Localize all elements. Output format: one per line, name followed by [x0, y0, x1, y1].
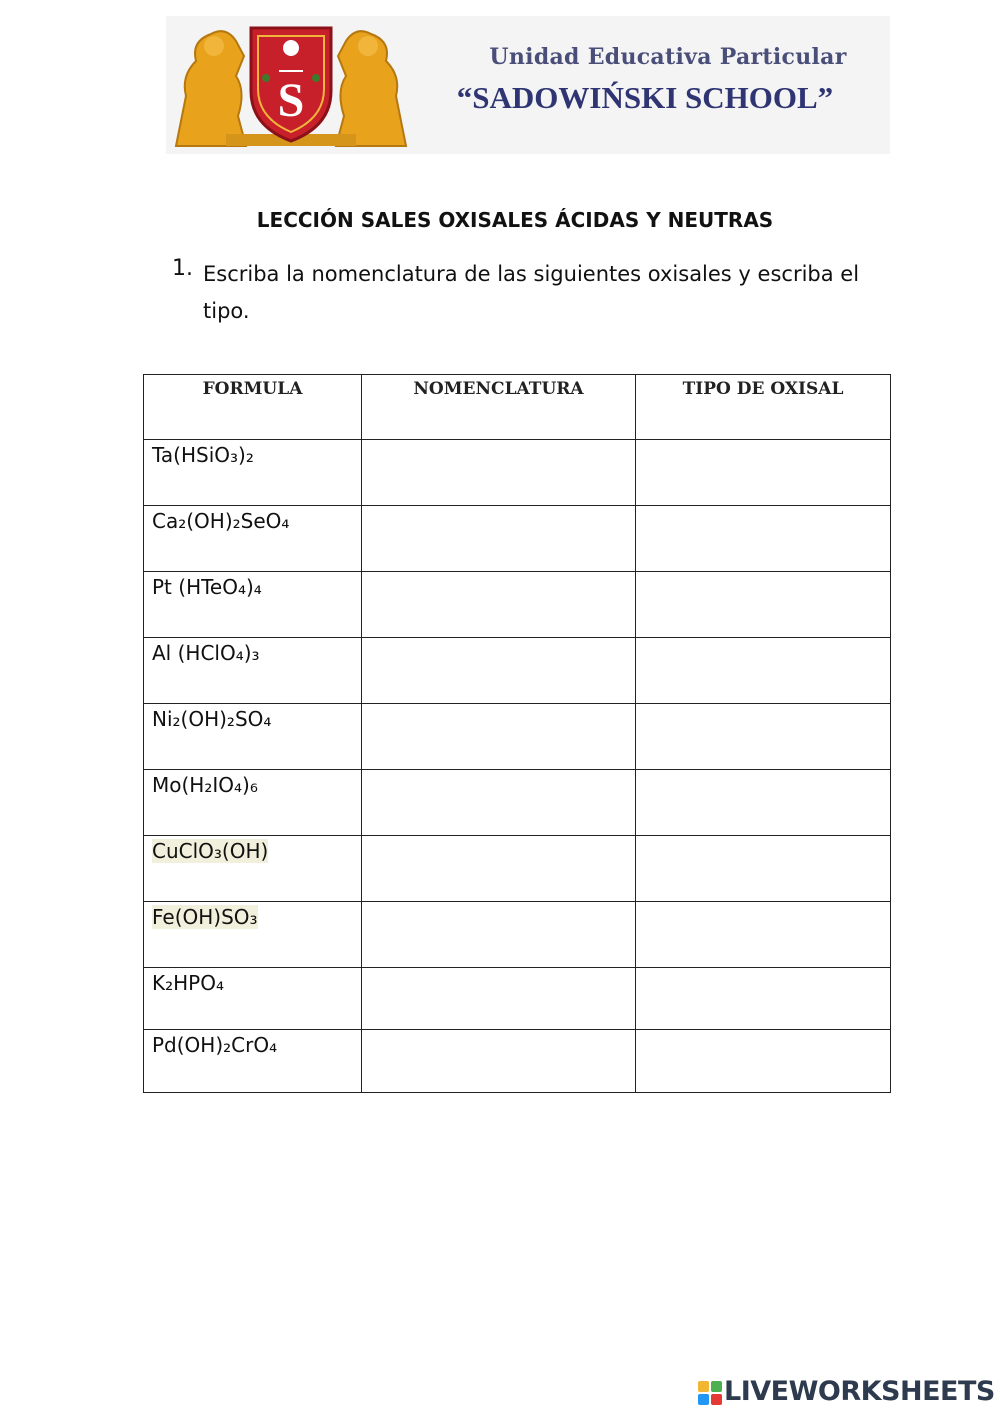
formula-text: CuClO₃(OH): [152, 839, 269, 863]
tipo-answer-cell[interactable]: [636, 572, 891, 638]
brand-text: LIVEWORKSHEETS: [724, 1376, 995, 1407]
svg-text:S: S: [277, 74, 305, 127]
tipo-answer-cell[interactable]: [636, 638, 891, 704]
formula-cell: [144, 440, 362, 506]
table-row: [144, 1030, 891, 1093]
table-row: [144, 440, 891, 506]
formula-text: Mo(H₂IO₄)₆: [152, 773, 258, 797]
tipo-answer-cell[interactable]: [636, 968, 891, 1030]
table-row: [144, 770, 891, 836]
nomenclatura-answer-cell[interactable]: [362, 1030, 636, 1093]
header-tipo-oxisal: TIPO DE OXISAL: [636, 375, 891, 440]
nomenclatura-answer-cell[interactable]: [362, 902, 636, 968]
nomenclatura-answer-cell[interactable]: [362, 770, 636, 836]
instruction-text: Escriba la nomenclatura de las siguientes oxisales y escriba el tipo.: [203, 262, 860, 323]
header-nomenclatura: NOMENCLATURA: [362, 375, 636, 440]
nomenclatura-answer-cell[interactable]: [362, 638, 636, 704]
nomenclatura-answer-cell[interactable]: [362, 440, 636, 506]
tipo-answer-cell[interactable]: [636, 440, 891, 506]
formula-text: Ca₂(OH)₂SeO₄: [152, 509, 290, 533]
tipo-answer-cell[interactable]: [636, 770, 891, 836]
formula-text: Ni₂(OH)₂SO₄: [152, 707, 272, 731]
formula-cell: [144, 506, 362, 572]
table-row: [144, 968, 891, 1030]
tipo-answer-cell[interactable]: [636, 1030, 891, 1093]
formula-cell: [144, 704, 362, 770]
formula-text: K₂HPO₄: [152, 971, 224, 995]
formula-cell: [144, 638, 362, 704]
tipo-answer-cell[interactable]: [636, 506, 891, 572]
formula-text: Pt (HTeO₄)₄: [152, 575, 262, 599]
formula-cell: [144, 572, 362, 638]
liveworksheets-logo-icon: [697, 1380, 723, 1406]
formula-text: Ta(HSiO₃)₂: [152, 443, 254, 467]
formula-cell: [144, 968, 362, 1030]
nomenclatura-answer-cell[interactable]: [362, 968, 636, 1030]
school-banner: [166, 16, 890, 154]
header-formula: FORMULA: [144, 375, 362, 440]
school-name: “SADOWIŃSKI SCHOOL”: [456, 80, 834, 115]
school-crest-logo: [166, 16, 416, 154]
table-row: [144, 704, 891, 770]
formula-cell: [144, 770, 362, 836]
formula-cell: [144, 836, 362, 902]
table-row: [144, 638, 891, 704]
lesson-title: LECCIÓN SALES OXISALES ÁCIDAS Y NEUTRAS: [256, 208, 774, 232]
table-row: [144, 572, 891, 638]
table-header-row: [144, 375, 891, 440]
nomenclatura-answer-cell[interactable]: [362, 506, 636, 572]
formula-cell: [144, 902, 362, 968]
table-row: [144, 836, 891, 902]
school-subtitle: Unidad Educativa Particular: [489, 44, 847, 70]
formula-cell: [144, 1030, 362, 1093]
nomenclatura-answer-cell[interactable]: [362, 704, 636, 770]
instruction-number: 1.: [172, 256, 193, 281]
tipo-answer-cell[interactable]: [636, 704, 891, 770]
formula-text: Fe(OH)SO₃: [152, 905, 258, 929]
nomenclatura-answer-cell[interactable]: [362, 572, 636, 638]
liveworksheets-brand: [697, 1376, 997, 1410]
nomenclatura-answer-cell[interactable]: [362, 836, 636, 902]
formula-text: Al (HClO₄)₃: [152, 641, 260, 665]
formula-text: Pd(OH)₂CrO₄: [152, 1033, 278, 1057]
tipo-answer-cell[interactable]: [636, 836, 891, 902]
oxisal-table: [143, 374, 891, 1093]
tipo-answer-cell[interactable]: [636, 902, 891, 968]
table-row: [144, 506, 891, 572]
table-row: [144, 902, 891, 968]
